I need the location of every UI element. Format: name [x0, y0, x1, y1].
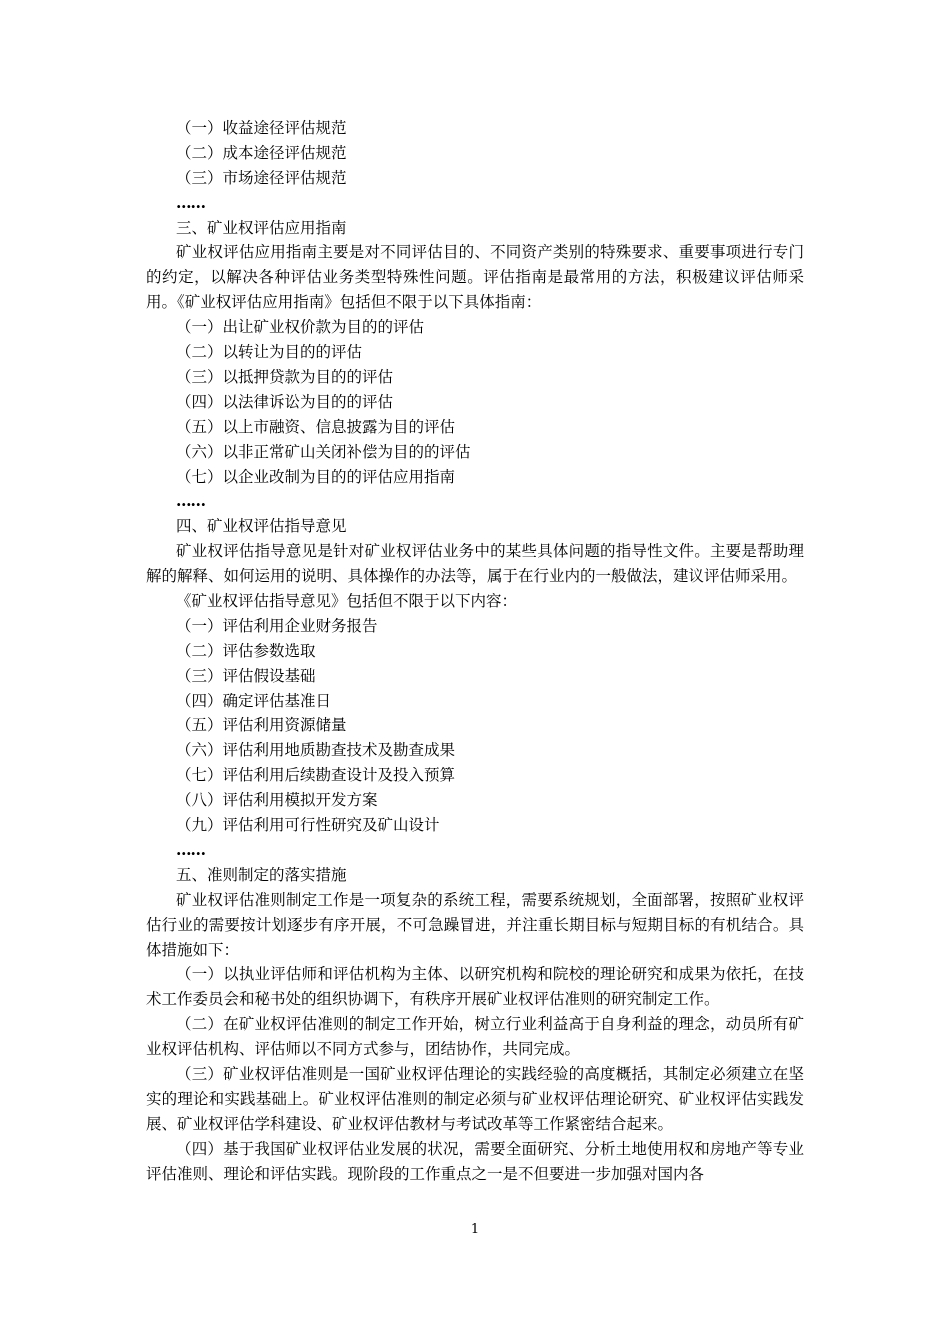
list-item: （一）收益途径评估规范: [176, 119, 347, 137]
list-item: （四）以法律诉讼为目的的评估: [176, 392, 394, 411]
paragraph-intro: 《矿业权评估指导意见》包括但不限于以下内容：: [176, 592, 518, 610]
measure-paragraph: （一）以执业评估师和评估机构为主体、以研究机构和院校的理论研究和成果为依托，在技术工作委员会和秘书处的组织协调下，有秩序开展矿业权评估准则的研究制定工作。: [146, 965, 804, 1009]
list-item: （三）以抵押贷款为目的的评估: [176, 367, 394, 386]
paragraph: 矿业权评估指导意见是针对矿业权评估业务中的某些具体问题的指导性文件。主要是帮助理解的解释、如何运用的说明、具体操作的办法等，属于在行业内的一般做法，建议评估师采用。: [146, 542, 804, 586]
list-item: （二）以转让为目的的评估: [176, 343, 363, 362]
measure-paragraph: （三）矿业权评估准则是一国矿业权评估理论的实践经验的高度概括，其制定必须建立在坚实的理论和实践基础上。矿业权评估准则的制定必须与矿业权评估理论研究、矿业权评估实践发展、矿业权评估学科建设、矿业权评估教材与考试改革等工作紧密结合起来。: [146, 1065, 804, 1133]
document-body: [146, 116, 804, 1187]
list-item: （五）以上市融资、信息披露为目的评估: [176, 417, 456, 436]
ellipsis: ……: [176, 491, 205, 511]
list-item: （六）评估利用地质勘查技术及勘查成果: [176, 741, 456, 760]
list-item: （三）评估假设基础: [176, 666, 316, 685]
list-item: （一）出让矿业权价款为目的的评估: [176, 318, 425, 337]
list-item: （二）评估参数选取: [176, 641, 316, 660]
section-heading: 四、矿业权评估指导意见: [176, 517, 347, 536]
list-item: （一）评估利用企业财务报告: [176, 616, 378, 635]
measure-paragraph: （四）基于我国矿业权评估业发展的状况，需要全面研究、分析土地使用权和房地产等专业评估准则、理论和评估实践。现阶段的工作重点之一是不但要进一步加强对国内各: [146, 1139, 804, 1183]
ellipsis: ……: [176, 839, 205, 859]
page-number: 1: [470, 1222, 480, 1237]
measure-paragraph: （二）在矿业权评估准则的制定工作开始，树立行业利益高于自身利益的理念，动员所有矿业权评估机构、评估师以不同方式参与，团结协作，共同完成。: [146, 1015, 804, 1059]
paragraph: 矿业权评估准则制定工作是一项复杂的系统工程，需要系统规划，全面部署，按照矿业权评估行业的需要按计划逐步有序开展，不可急躁冒进，并注重长期目标与短期目标的有机结合。具体措施如下：: [146, 890, 804, 959]
list-item: （四）确定评估基准日: [176, 691, 332, 710]
list-item: （九）评估利用可行性研究及矿山设计: [176, 816, 440, 835]
section-heading: 三、矿业权评估应用指南: [176, 218, 347, 237]
list-item: （五）评估利用资源储量: [176, 716, 347, 735]
list-item: （八）评估利用模拟开发方案: [176, 791, 378, 810]
list-item: （七）以企业改制为目的的评估应用指南: [176, 467, 456, 486]
list-item: （七）评估利用后续勘查设计及投入预算: [176, 766, 456, 785]
list-item: （二）成本途径评估规范: [176, 143, 347, 162]
list-item: （三）市场途径评估规范: [176, 168, 347, 187]
list-item: （六）以非正常矿山关闭补偿为目的的评估: [176, 442, 471, 461]
section-heading: 五、准则制定的落实措施: [176, 865, 347, 884]
paragraph: 矿业权评估应用指南主要是对不同评估目的、不同资产类别的特殊要求、重要事项进行专门的约定，以解决各种评估业务类型特殊性问题。评估指南是最常用的方法，积极建议评估师采用。《矿业权评估应用指南》包括但不限于以下具体指南：: [146, 243, 804, 312]
ellipsis: ……: [176, 192, 205, 212]
